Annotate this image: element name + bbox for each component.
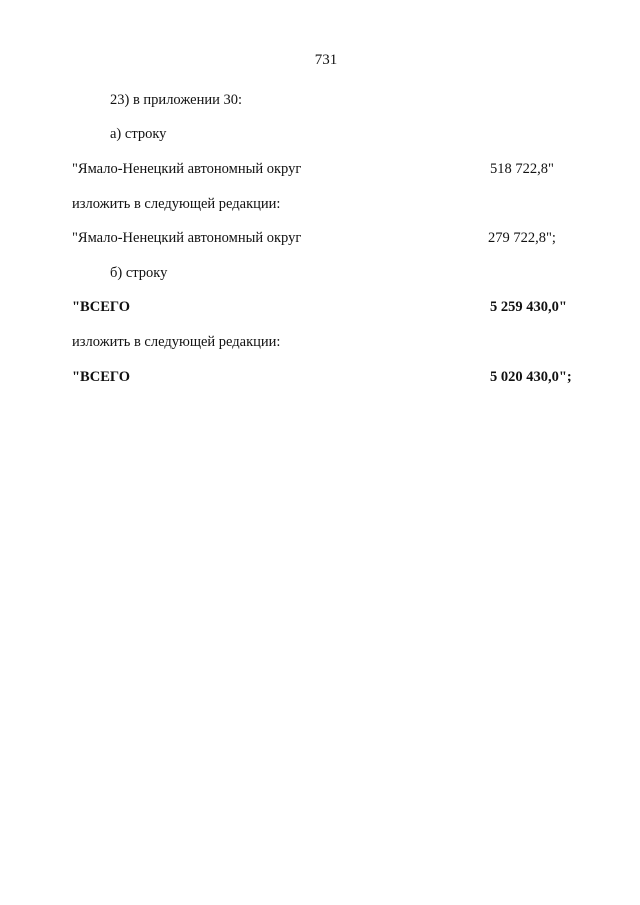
row-b-old-label: "ВСЕГО — [72, 299, 131, 315]
page-number: 731 — [314, 52, 338, 68]
row-a-old-value: 518 722,8" — [490, 161, 554, 177]
sub-item-a: а) строку — [110, 126, 167, 142]
item-23-heading: 23) в приложении 30: — [110, 92, 243, 108]
row-b-new-value: 5 020 430,0"; — [490, 369, 572, 385]
sub-item-b: б) строку — [110, 265, 168, 281]
row-b-old-value: 5 259 430,0" — [490, 299, 567, 315]
row-b-new-label: "ВСЕГО — [72, 369, 131, 385]
row-a-old-label: "Ямало-Ненецкий автономный округ — [72, 161, 302, 177]
row-a-new-value: 279 722,8"; — [488, 230, 556, 246]
row-a-new-label: "Ямало-Ненецкий автономный округ — [72, 230, 302, 246]
replace-instruction-1: изложить в следующей редакции: — [72, 196, 281, 212]
replace-instruction-2: изложить в следующей редакции: — [72, 334, 281, 350]
